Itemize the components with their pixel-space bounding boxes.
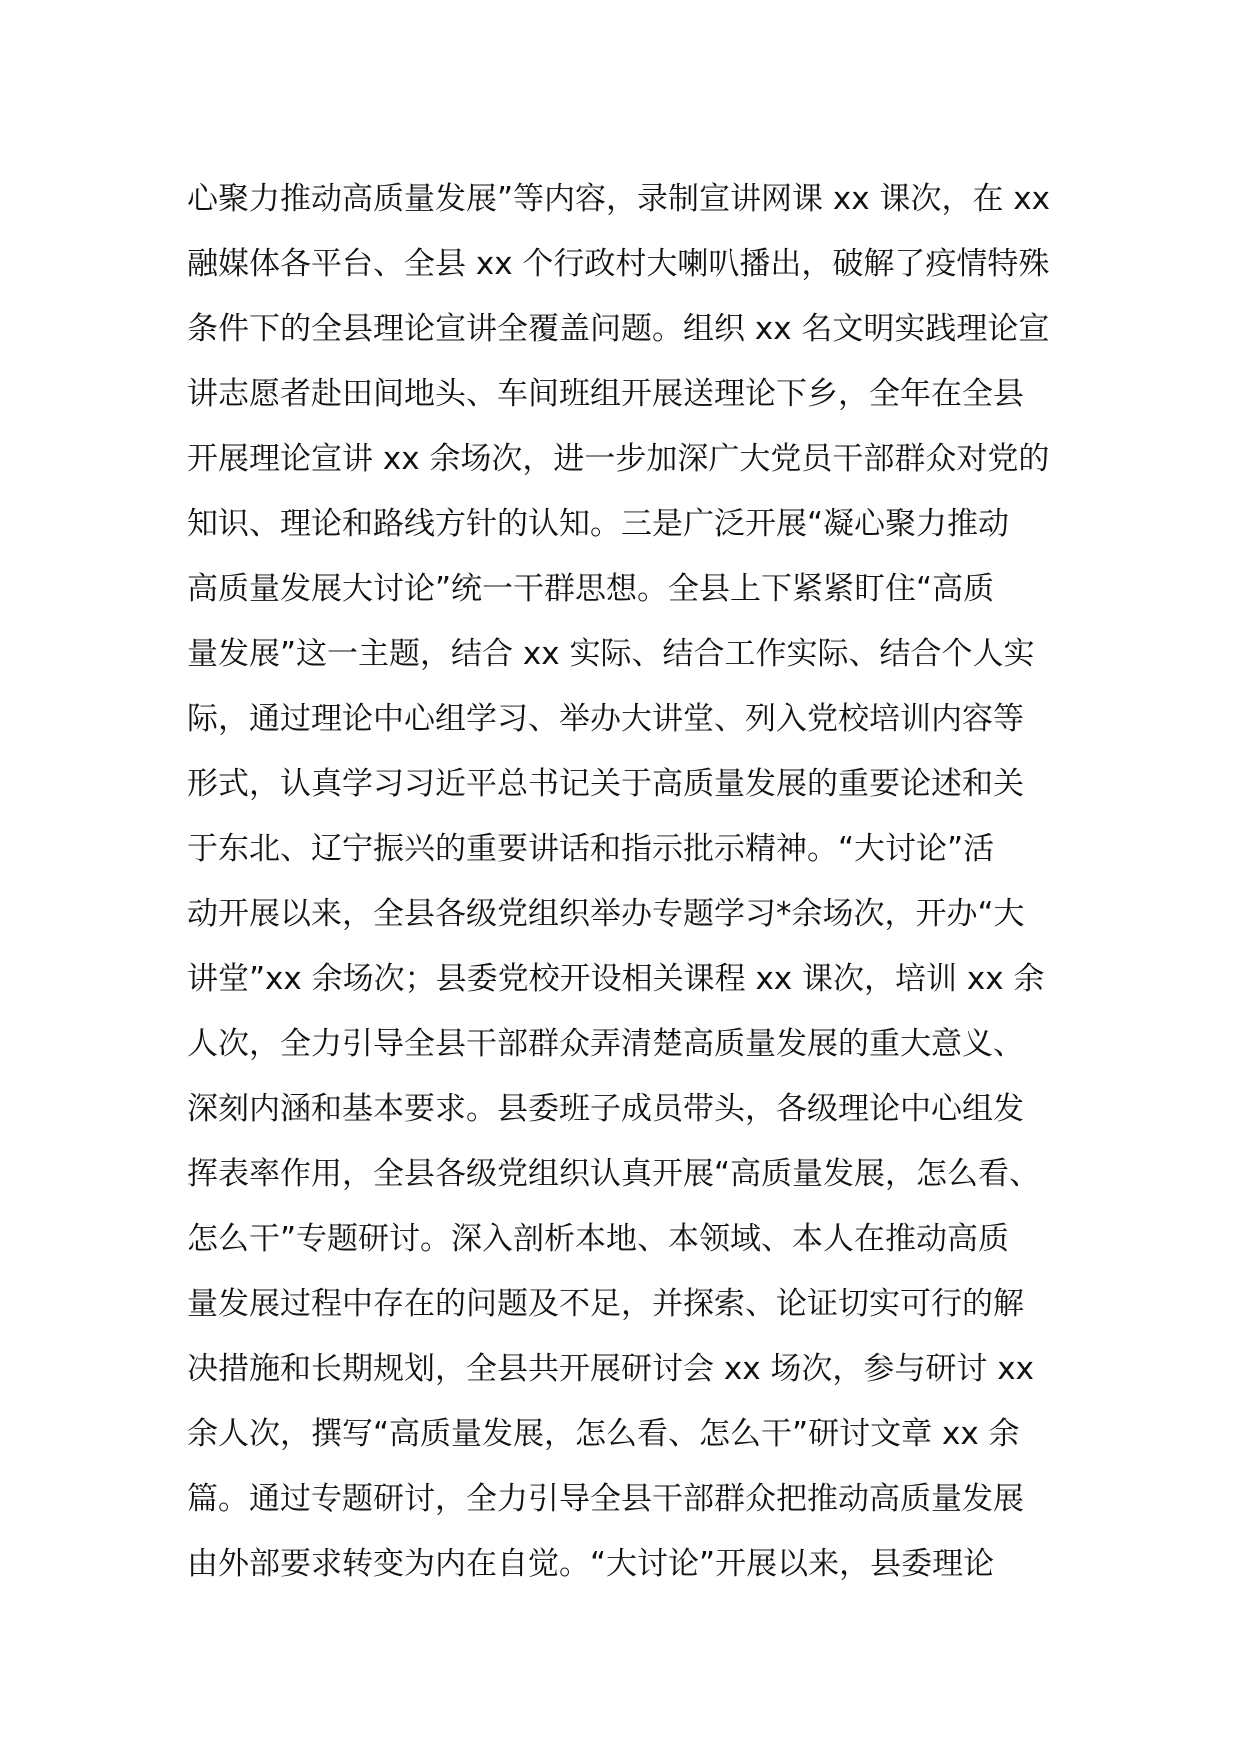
text-line: 心聚力推动高质量发展”等内容，录制宣讲网课 xx 课次，在 xx (187, 181, 1051, 217)
text-line: 挥表率作用，全县各级党组织认真开展“高质量发展，怎么看、 (187, 1156, 1041, 1192)
text-line: 形式，认真学习习近平总书记关于高质量发展的重要论述和关 (187, 766, 1024, 802)
text-line: 深刻内涵和基本要求。县委班子成员带头，各级理论中心组发 (187, 1091, 1024, 1127)
text-line: 篇。通过专题研讨，全力引导全县干部群众把推动高质量发展 (187, 1481, 1024, 1517)
text-line: 开展理论宣讲 xx 余场次，进一步加深广大党员干部群众对党的 (187, 441, 1050, 477)
text-line: 际，通过理论中心组学习、举办大讲堂、列入党校培训内容等 (187, 701, 1024, 737)
text-line: 决措施和长期规划，全县共开展研讨会 xx 场次，参与研讨 xx (187, 1351, 1034, 1387)
text-line: 融媒体各平台、全县 xx 个行政村大喇叭播出，破解了疫情特殊 (187, 246, 1050, 282)
text-line: 余人次，撰写“高质量发展，怎么看、怎么干”研讨文章 xx 余 (187, 1416, 1020, 1452)
text-line: 动开展以来，全县各级党组织举办专题学习*余场次，开办“大 (187, 896, 1025, 932)
text-line: 于东北、辽宁振兴的重要讲话和指示批示精神。“大讨论”活 (187, 831, 995, 867)
text-line: 知识、理论和路线方针的认知。三是广泛开展“凝心聚力推动 (187, 506, 1010, 542)
text-line: 量发展”这一主题，结合 xx 实际、结合工作实际、结合个人实 (187, 636, 1035, 672)
body-paragraph (187, 167, 1067, 1597)
text-line: 高质量发展大讨论”统一干群思想。全县上下紧紧盯住“高质 (187, 571, 995, 607)
text-line: 讲堂”xx 余场次；县委党校开设相关课程 xx 课次，培训 xx 余 (187, 961, 1045, 997)
text-line: 由外部要求转变为内在自觉。“大讨论”开展以来，县委理论 (187, 1546, 995, 1582)
text-line: 量发展过程中存在的问题及不足，并探索、论证切实可行的解 (187, 1286, 1024, 1322)
text-line: 条件下的全县理论宣讲全覆盖问题。组织 xx 名文明实践理论宣 (187, 311, 1050, 347)
text-line: 人次，全力引导全县干部群众弄清楚高质量发展的重大意义、 (187, 1026, 1024, 1062)
text-line: 怎么干”专题研讨。深入剖析本地、本领域、本人在推动高质 (187, 1221, 1010, 1257)
text-line: 讲志愿者赴田间地头、车间班组开展送理论下乡，全年在全县 (187, 376, 1024, 412)
